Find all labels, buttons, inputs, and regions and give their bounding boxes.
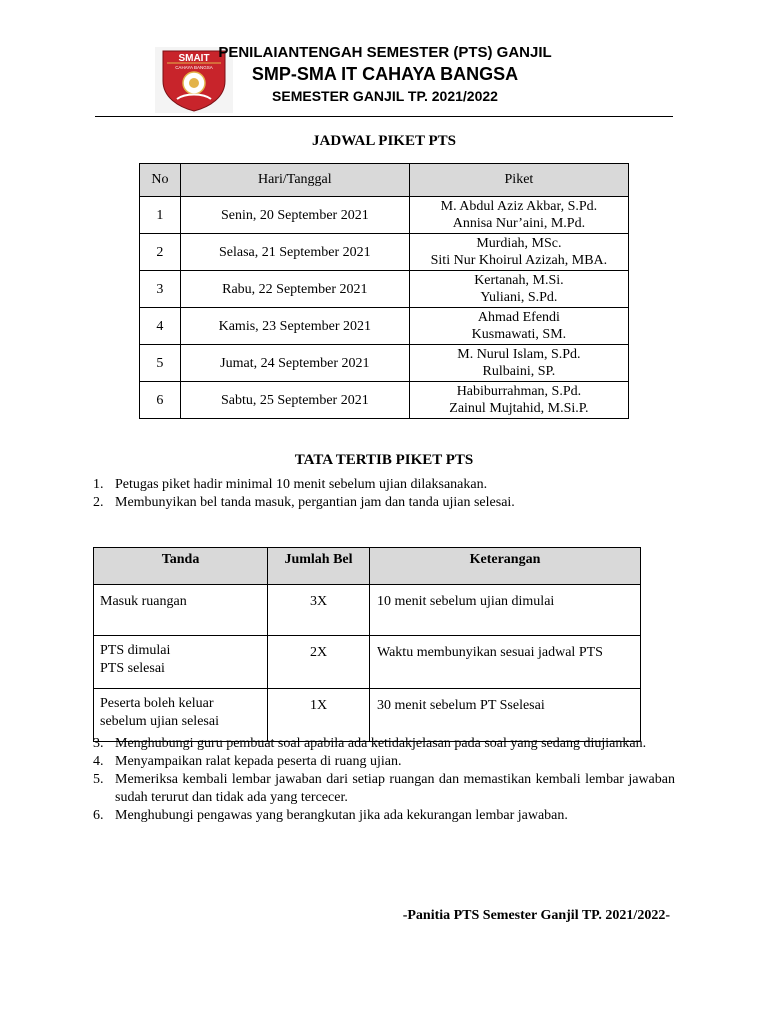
piket-name: Annisa Nur’aini, M.Pd. — [452, 216, 586, 231]
schedule-table — [139, 163, 629, 419]
logo-text: SMAIT — [178, 53, 210, 64]
row-no: 2 — [140, 234, 181, 271]
tanda-text: sebelum ujian selesai — [100, 714, 219, 729]
signature: -Panitia PTS Semester Ganjil TP. 2021/2022- — [402, 908, 670, 923]
row-piket — [409, 308, 628, 345]
header-divider — [95, 116, 673, 117]
piket-name: Siti Nur Khoirul Azizah, MBA. — [430, 253, 608, 268]
table-row — [140, 197, 629, 234]
list-item — [93, 735, 675, 753]
piket-name: Kusmawati, SM. — [471, 327, 567, 342]
tanda-text: Masuk ruangan — [100, 594, 187, 609]
piket-name: Kertanah, M.Si. — [474, 273, 564, 288]
header-school-name: SMP-SMA IT CAHAYA BANGSA — [251, 64, 519, 84]
schedule-header-row — [140, 164, 629, 197]
row-no: 4 — [140, 308, 181, 345]
list-item — [93, 476, 675, 494]
row-tanda — [94, 636, 268, 689]
item-text: Petugas piket hadir minimal 10 menit sebelum ujian dilaksanakan. — [115, 477, 488, 492]
row-bel: 1X — [268, 689, 370, 742]
logo-subtext: CAHAYA BANGSA — [175, 65, 213, 70]
list-item — [93, 494, 675, 512]
row-date: Kamis, 23 September 2021 — [180, 308, 409, 345]
item-number: 3. — [93, 736, 104, 751]
table-row — [94, 636, 641, 689]
row-piket — [409, 382, 628, 419]
col-header-jumlah-bel: Jumlah Bel — [268, 548, 370, 585]
item-text: Menghubungi guru pembuat soal apabila ada ketidakjelasan pada soal yang sedang diujiankan. — [115, 736, 647, 751]
piket-name: M. Abdul Aziz Akbar, S.Pd. — [440, 199, 598, 214]
row-no: 1 — [140, 197, 181, 234]
table-row — [94, 689, 641, 742]
row-ket: 30 menit sebelum PT Sselesai — [370, 689, 641, 742]
row-ket: 10 menit sebelum ujian dimulai — [370, 585, 641, 636]
item-number: 6. — [93, 808, 104, 823]
item-number: 5. — [93, 772, 104, 787]
row-piket — [409, 345, 628, 382]
item-number: 1. — [93, 477, 104, 492]
row-ket: Waktu membunyikan sesuai jadwal PTS — [370, 636, 641, 689]
item-number: 2. — [93, 495, 104, 510]
tanda-text: PTS selesai — [100, 661, 165, 676]
piket-name: M. Nurul Islam, S.Pd. — [457, 347, 581, 362]
table-row — [140, 271, 629, 308]
rules-list-top — [93, 476, 675, 512]
table-row — [140, 234, 629, 271]
list-item — [93, 753, 675, 771]
row-no: 6 — [140, 382, 181, 419]
row-bel: 3X — [268, 585, 370, 636]
row-date: Jumat, 24 September 2021 — [180, 345, 409, 382]
rules-list-bottom — [93, 735, 675, 825]
row-date: Selasa, 21 September 2021 — [180, 234, 409, 271]
row-piket — [409, 197, 628, 234]
item-text: Memeriksa kembali lembar jawaban dari setiap ruangan dan memastikan kembali lembar jawaban sudah terurut dan tidak ada yang tercecer. — [115, 772, 675, 805]
schedule-title: JADWAL PIKET PTS — [312, 133, 456, 149]
piket-name: Habiburrahman, S.Pd. — [456, 384, 582, 399]
tanda-text: PTS dimulai — [100, 643, 171, 658]
row-date: Rabu, 22 September 2021 — [180, 271, 409, 308]
list-item — [93, 771, 675, 807]
col-header-no: No — [140, 164, 181, 197]
header-line-3: SEMESTER GANJIL TP. 2021/2022 — [272, 88, 498, 104]
col-header-keterangan: Keterangan — [370, 548, 641, 585]
col-header-tanda: Tanda — [94, 548, 268, 585]
item-text: Menyampaikan ralat kepada peserta di ruang ujian. — [115, 754, 402, 769]
table-row — [140, 345, 629, 382]
col-header-piket: Piket — [409, 164, 628, 197]
item-text: Membunyikan bel tanda masuk, pergantian jam dan tanda ujian selesai. — [115, 495, 515, 510]
row-no: 5 — [140, 345, 181, 382]
col-header-date: Hari/Tanggal — [180, 164, 409, 197]
bell-header-row — [94, 548, 641, 585]
table-row — [140, 308, 629, 345]
item-number: 4. — [93, 754, 104, 769]
row-piket — [409, 234, 628, 271]
piket-name: Rulbaini, SP. — [482, 364, 556, 379]
row-date: Sabtu, 25 September 2021 — [180, 382, 409, 419]
item-text: Menghubungi pengawas yang berangkutan jika ada kekurangan lembar jawaban. — [115, 808, 568, 823]
table-row — [140, 382, 629, 419]
rules-title: TATA TERTIB PIKET PTS — [294, 452, 474, 468]
piket-name: Yuliani, S.Pd. — [480, 290, 558, 305]
piket-name: Murdiah, MSc. — [476, 236, 562, 251]
tanda-text: Peserta boleh keluar — [100, 696, 214, 711]
list-item — [93, 807, 675, 825]
table-row — [94, 585, 641, 636]
bell-table — [93, 547, 641, 742]
row-tanda — [94, 689, 268, 742]
row-date: Senin, 20 September 2021 — [180, 197, 409, 234]
row-no: 3 — [140, 271, 181, 308]
row-tanda — [94, 585, 268, 636]
row-bel: 2X — [268, 636, 370, 689]
row-piket — [409, 271, 628, 308]
header-line-1: PENILAIANTENGAH SEMESTER (PTS) GANJIL — [218, 44, 552, 61]
piket-name: Zainul Mujtahid, M.Si.P. — [449, 401, 589, 416]
piket-name: Ahmad Efendi — [477, 310, 560, 325]
